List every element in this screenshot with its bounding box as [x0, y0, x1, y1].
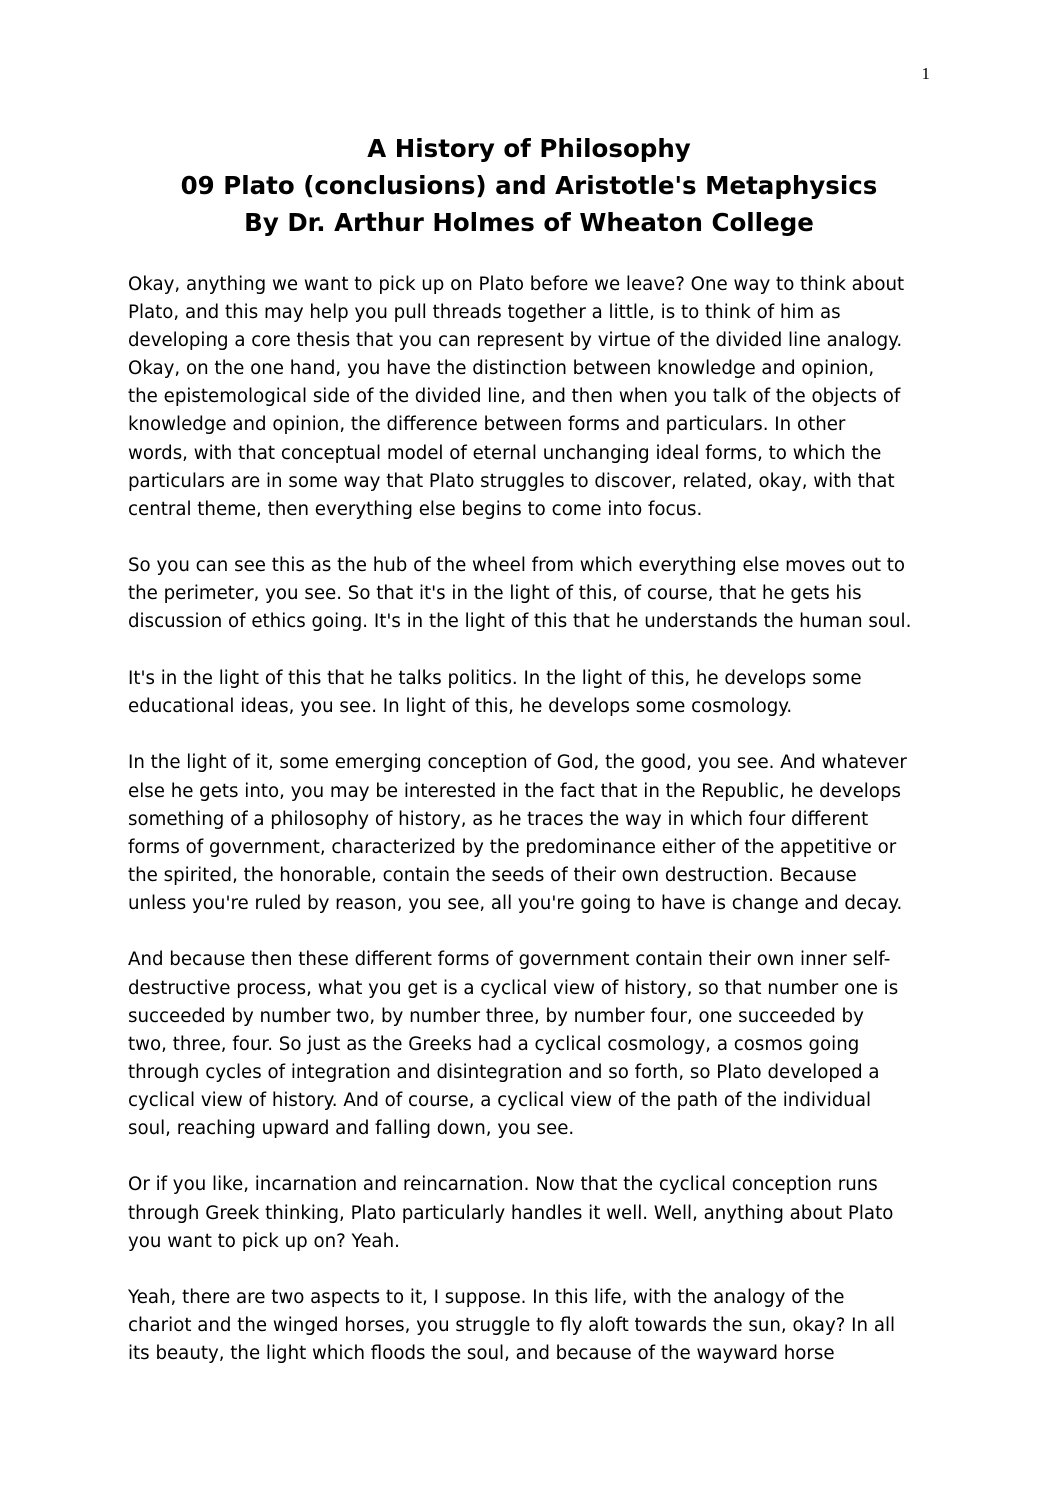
- text-line: And because then these different forms of government contain their own inner self-: [128, 949, 891, 971]
- text-line: forms of government, characterized by the predominance either of the appetitive or: [128, 836, 897, 858]
- title-line-2: 09 Plato (conclusions) and Aristotle's Metaphysics: [180, 171, 878, 200]
- text-line: Plato, and this may help you pull threads together a little, is to think of him as: [128, 302, 841, 324]
- text-line: knowledge and opinion, the difference between forms and particulars. In other: [128, 414, 846, 436]
- text-line: the epistemological side of the divided line, and then when you talk of the objects of: [128, 386, 901, 408]
- document-body: [128, 271, 930, 1397]
- paragraph-6: [128, 1171, 930, 1255]
- text-line: Okay, anything we want to pick up on Plato before we leave? One way to think about: [128, 274, 905, 295]
- paragraph-2: [128, 552, 930, 636]
- text-line: succeeded by number two, by number three, by number four, one succeeded by: [128, 1005, 864, 1027]
- text-line: educational ideas, you see. In light of this, he develops some cosmology.: [128, 696, 793, 717]
- document-title: [128, 130, 930, 241]
- text-line: unless you're ruled by reason, you see, all you're going to have is change and decay.: [128, 892, 903, 914]
- text-line: particulars are in some way that Plato struggles to discover, related, okay, with that: [128, 470, 895, 492]
- text-line: Yeah, there are two aspects to it, I suppose. In this life, with the analogy of the: [128, 1287, 845, 1309]
- text-line: soul, reaching upward and falling down, you see.: [128, 1118, 575, 1139]
- paragraph-3: [128, 665, 930, 721]
- paragraph-5: [128, 946, 930, 1143]
- text-line: central theme, then everything else begins to come into focus.: [128, 498, 703, 520]
- title-line-3: By Dr. Arthur Holmes of Wheaton College: [244, 208, 814, 237]
- text-line: It's in the light of this that he talks politics. In the light of this, he develops some: [128, 667, 862, 689]
- text-line: the spirited, the honorable, contain the seeds of their own destruction. Because: [128, 864, 857, 886]
- text-line: In the light of it, some emerging conception of God, the good, you see. And whatever: [128, 752, 907, 774]
- paragraph-1: [128, 271, 930, 524]
- text-line: words, with that conceptual model of eternal unchanging ideal forms, to which the: [128, 442, 882, 464]
- text-line: else he gets into, you may be interested in the fact that in the Republic, he develops: [128, 780, 901, 802]
- text-line: Okay, on the one hand, you have the distinction between knowledge and opinion,: [128, 358, 875, 380]
- text-line: destructive process, what you get is a cyclical view of history, so that number one is: [128, 977, 899, 999]
- text-line: the perimeter, you see. So that it's in the light of this, of course, that he gets his: [128, 583, 862, 605]
- text-line: So you can see this as the hub of the wheel from which everything else moves out to: [128, 555, 906, 577]
- page-number: 1: [921, 64, 930, 83]
- text-line: chariot and the winged horses, you struggle to fly aloft towards the sun, okay? In all: [128, 1315, 896, 1337]
- text-line: you want to pick up on? Yeah.: [128, 1230, 400, 1252]
- text-line: developing a core thesis that you can represent by virtue of the divided line analogy.: [128, 330, 903, 352]
- text-line: Or if you like, incarnation and reincarnation. Now that the cyclical conception runs: [128, 1174, 878, 1196]
- text-line: through cycles of integration and disintegration and so forth, so Plato developed a: [128, 1061, 880, 1083]
- text-line: its beauty, the light which floods the soul, and because of the wayward horse: [128, 1343, 835, 1365]
- text-line: something of a philosophy of history, as he traces the way in which four different: [128, 808, 869, 830]
- text-line: discussion of ethics going. It's in the light of this that he understands the human soul.: [128, 611, 912, 633]
- text-line: cyclical view of history. And of course, a cyclical view of the path of the individual: [128, 1089, 872, 1111]
- text-line: two, three, four. So just as the Greeks had a cyclical cosmology, a cosmos going: [128, 1033, 860, 1055]
- paragraph-7: [128, 1284, 930, 1368]
- title-line-1: A History of Philosophy: [367, 134, 691, 163]
- paragraph-4: [128, 749, 930, 918]
- text-line: through Greek thinking, Plato particularly handles it well. Well, anything about Plato: [128, 1202, 894, 1224]
